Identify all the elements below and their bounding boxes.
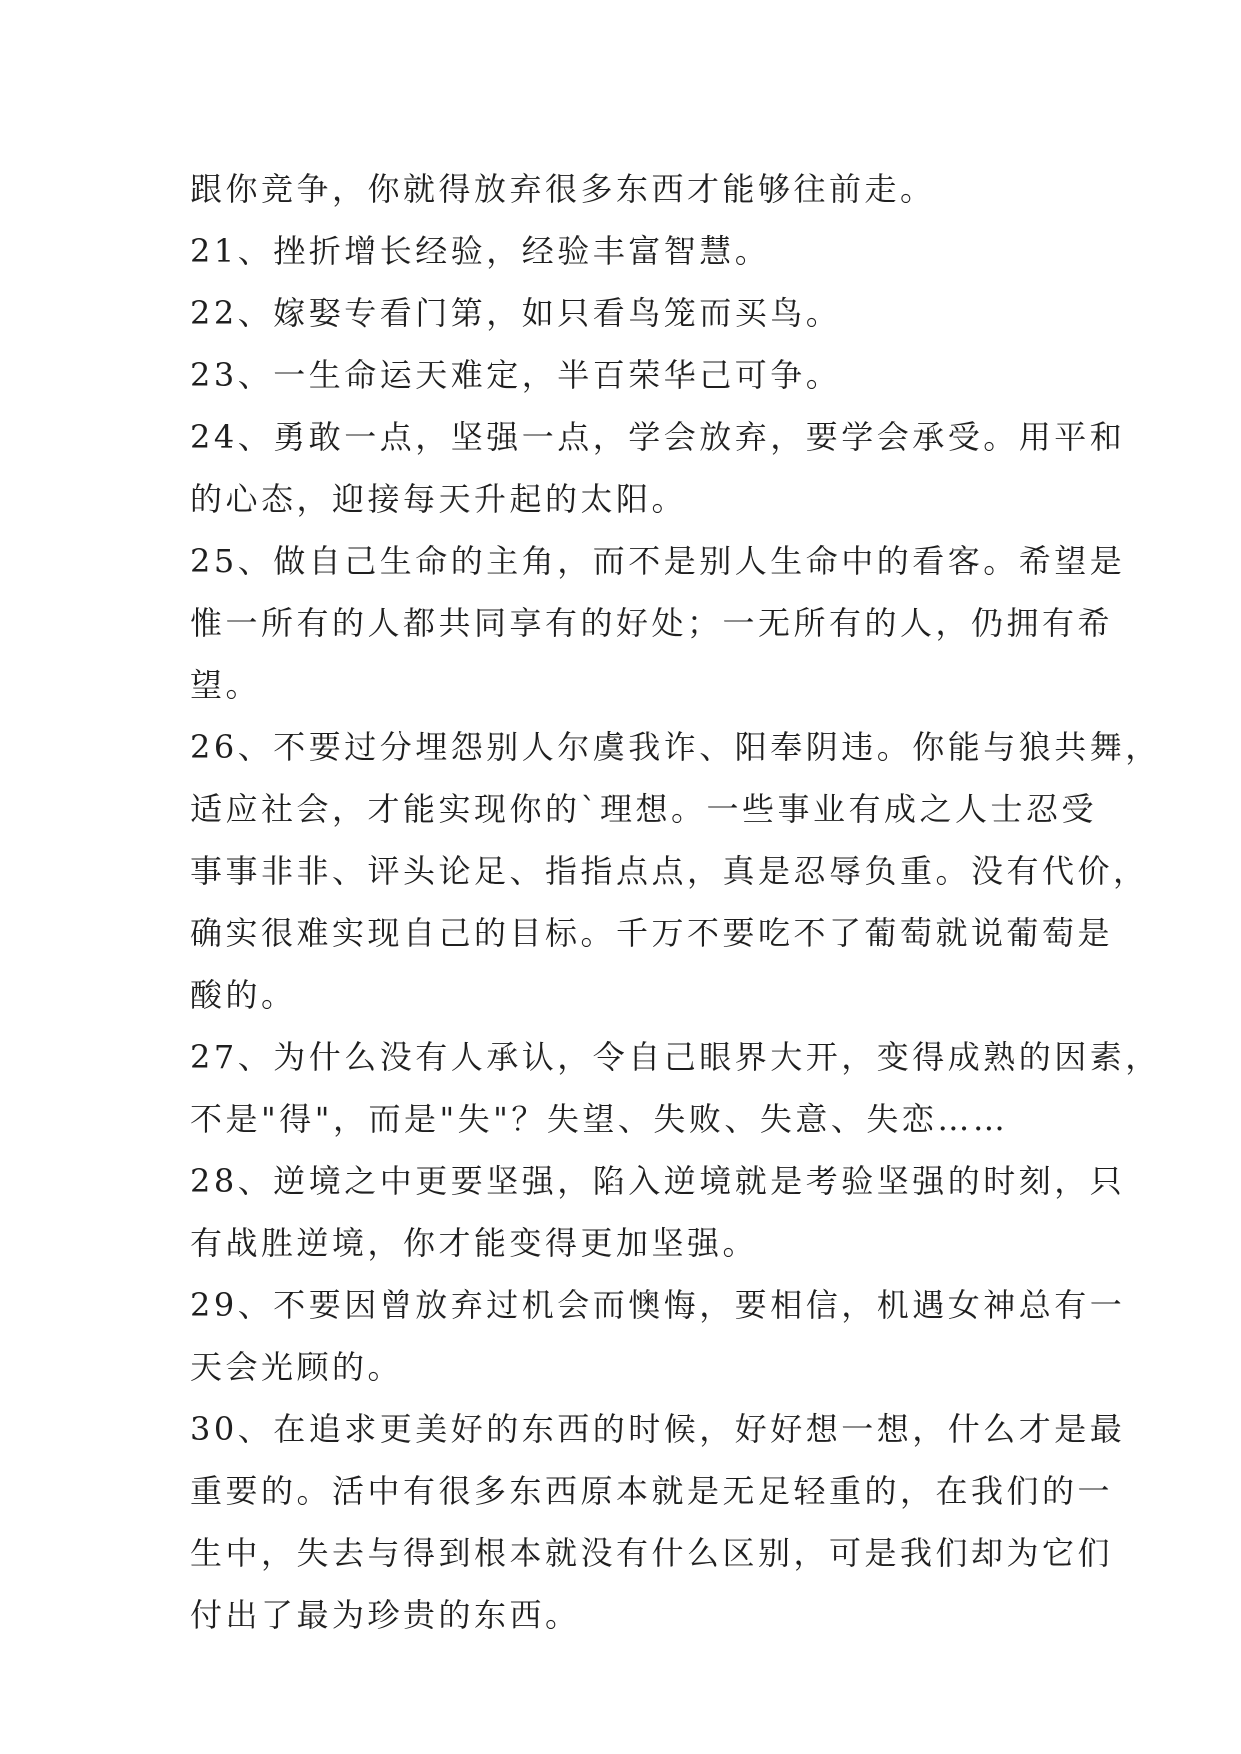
text-line: 付出了最为珍贵的东西。 [190, 1596, 581, 1634]
text-line: 天会光顾的。 [190, 1348, 404, 1386]
text-line: 事事非非、评头论足、指指点点，真是忍辱负重。没有代价， [190, 852, 1149, 890]
text-line: 23、一生命运天难定，半百荣华己可争。 [190, 356, 842, 394]
text-line: 29、不要因曾放弃过机会而懊悔，要相信，机遇女神总有一 [190, 1286, 1126, 1324]
text-line: 有战胜逆境，你才能变得更加坚强。 [190, 1224, 759, 1262]
text-line: 21、挫折增长经验，经验丰富智慧。 [190, 232, 771, 270]
text-line: 生中，失去与得到根本就没有什么区别，可是我们却为它们 [190, 1534, 1114, 1572]
text-line: 22、嫁娶专看门第，如只看鸟笼而买鸟。 [190, 294, 842, 332]
text-line: 26、不要过分埋怨别人尔虞我诈、阳奉阴违。你能与狼共舞， [190, 728, 1161, 766]
text-line: 25、做自己生命的主角，而不是别人生命中的看客。希望是 [190, 542, 1126, 580]
text-line: 的心态，迎接每天升起的太阳。 [190, 480, 688, 518]
text-line: 望。 [190, 666, 262, 704]
text-line: 27、为什么没有人承认，令自己眼界大开，变得成熟的因素， [190, 1038, 1161, 1076]
text-line: 30、在追求更美好的东西的时候，好好想一想，什么才是最 [190, 1410, 1126, 1448]
text-line: 确实很难实现自己的目标。千万不要吃不了葡萄就说葡萄是 [190, 914, 1114, 952]
text-line: 重要的。活中有很多东西原本就是无足轻重的，在我们的一 [190, 1472, 1114, 1510]
text-line: 24、勇敢一点，坚强一点，学会放弃，要学会承受。用平和 [190, 418, 1126, 456]
text-line: 适应社会，才能实现你的`理想。一些事业有成之人士忍受 [190, 790, 1098, 828]
text-line: 28、逆境之中更要坚强，陷入逆境就是考验坚强的时刻，只 [190, 1162, 1126, 1200]
document-body [190, 158, 1161, 1646]
text-line: 酸的。 [190, 976, 297, 1014]
text-line: 不是"得"，而是"失"？失望、失败、失意、失恋…… [190, 1100, 1009, 1138]
text-line: 跟你竞争，你就得放弃很多东西才能够往前走。 [190, 170, 936, 208]
text-line: 惟一所有的人都共同享有的好处；一无所有的人，仍拥有希 [190, 604, 1114, 642]
